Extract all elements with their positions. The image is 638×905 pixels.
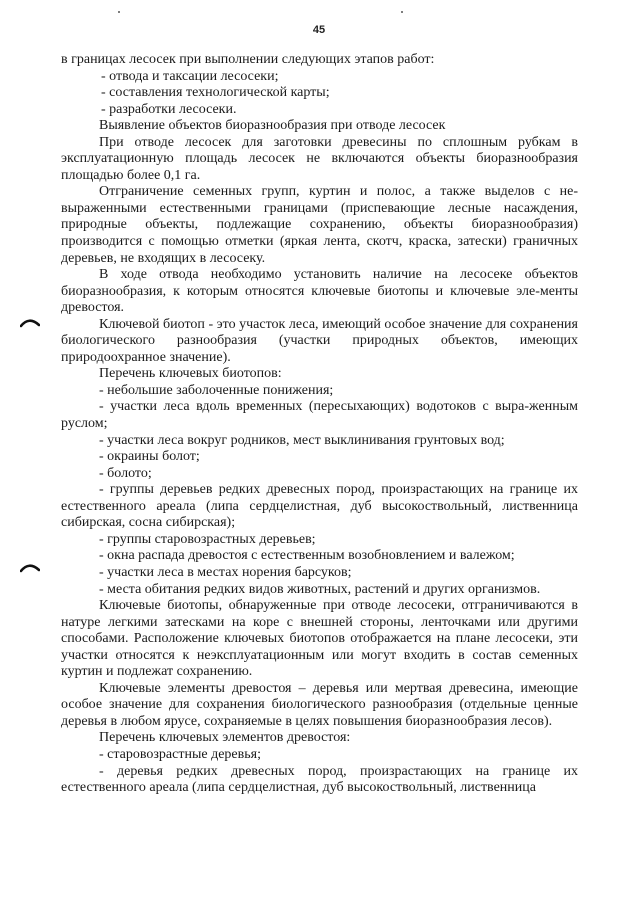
list-item: - составления технологической карты; — [101, 85, 330, 101]
page-number: 45 — [312, 24, 326, 36]
scan-speck — [118, 11, 120, 13]
list-item: - участки леса вокруг родников, мест выклинивания грунтовых вод; — [99, 432, 505, 448]
paragraph: В ходе отвода необходимо установить наличие на лесосеке объектов биоразнообразия, к которым относятся ключевые биотопы и ключевые эле-менты древостоя. — [61, 267, 578, 316]
list-item: - группы старовозрастных деревьев; — [99, 531, 316, 547]
list-item: - участки леса в местах норения барсуков; — [99, 564, 352, 580]
paragraph: Перечень ключевых элементов древостоя: — [99, 730, 351, 746]
list-item: - болото; — [99, 465, 152, 481]
list-item: - старовозрастные деревья; — [99, 746, 261, 762]
list-item: - разработки лесосеки. — [101, 101, 237, 117]
paragraph: Отграничение семенных групп, куртин и полос, а также выделов с не-выраженными естественными границами (приспевающие лесные насаждения, природные объекты, подлежащие сохранению, объекты биоразнообразия) производится с помощью отметки (яркая лента, скотч, краска, затески) граничных деревьев, не входящих в лесосеку. — [61, 184, 578, 266]
list-item: - отвода и таксации лесосеки; — [101, 68, 279, 84]
paragraph: Перечень ключевых биотопов: — [99, 366, 282, 382]
paragraph: Выявление объектов биоразнообразия при отводе лесосек — [99, 118, 446, 134]
document-body — [61, 52, 578, 797]
list-item: - места обитания редких видов животных, растений и других организмов. — [99, 581, 541, 597]
paragraph: Ключевые элементы древостоя – деревья или мертвая древесина, имеющие особое значение для сохранения биологического разнообразия (отдельные ценные деревья в любом ярусе, сохраняемые в целях повышения биоразнообразия лесов). — [61, 680, 578, 729]
list-item: - окна распада древостоя с естественным возобновлением и валежом; — [99, 548, 515, 564]
list-item: - группы деревьев редких древесных пород, произрастающих на границе их естественного ареала (липа сердцелистная, дуб высокоствольный, лиственница сибирская, сосна сибирская); — [61, 482, 578, 531]
pen-mark-icon — [20, 316, 40, 328]
paragraph: Ключевые биотопы, обнаруженные при отводе лесосеки, отграничиваются в натуре легкими затесками на коре с внешней стороны, ленточками или другими способами. Расположение ключевых биотопов отображается на плане лесосеки, эти участки относятся к неэксплуатационным или могут входить в состав семенных куртин и подлежат сохранению. — [61, 598, 578, 680]
pen-mark-icon — [20, 561, 40, 573]
paragraph: в границах лесосек при выполнении следующих этапов работ: — [61, 52, 435, 67]
scan-speck — [401, 11, 403, 13]
list-item: - окраины болот; — [99, 449, 200, 465]
paragraph: Ключевой биотоп - это участок леса, имеющий особое значение для сохранения биологического разнообразия (участки природных объектов, имеющих природоохранное значение). — [61, 316, 578, 365]
list-item: - деревья редких древесных пород, произрастающих на границе их естественного ареала (липа сердцелистная, дуб высокоствольный, лиственница — [61, 763, 578, 796]
list-item: - небольшие заболоченные понижения; — [99, 382, 334, 398]
list-item: - участки леса вдоль временных (пересыхающих) водотоков с выра-женным руслом; — [61, 399, 578, 432]
paragraph: При отводе лесосек для заготовки древесины по сплошным рубкам в эксплуатационную площадь лесосек не включаются объекты биоразнообразия площадью более 0,1 га. — [61, 134, 578, 183]
